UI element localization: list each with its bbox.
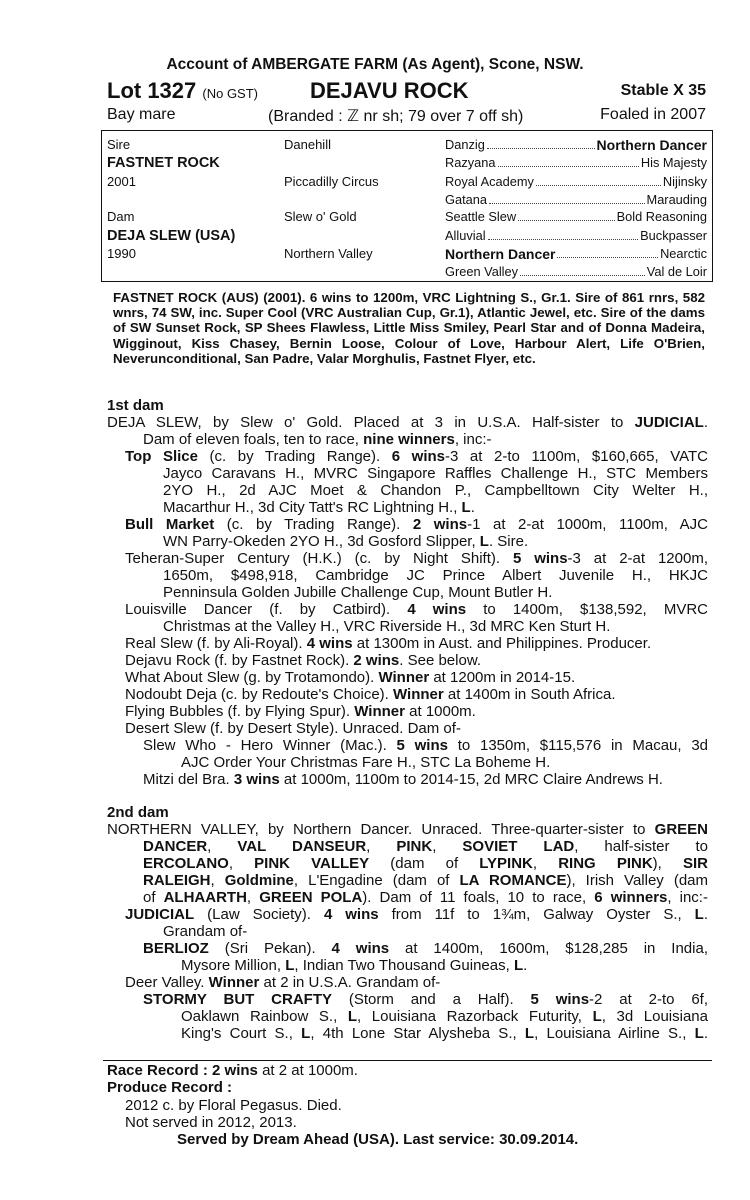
text-segment: King's Court S., [181, 1025, 302, 1042]
text-segment: . See below. [399, 652, 481, 669]
text-segment: Nodoubt Deja (c. by Redoute's Choice). [125, 686, 394, 703]
text-segment: -2 at 2-to 6f, [589, 991, 708, 1008]
leader-dots [557, 245, 658, 258]
text-segment: at 2 in U.S.A. Grandam of- [259, 974, 441, 991]
text-line [125, 703, 476, 720]
ancestor-grandsire: Buckpasser [640, 228, 707, 243]
text-segment: . Sire. [488, 533, 529, 550]
text-segment: at 1400m in South Africa. [443, 686, 616, 703]
text-line [125, 974, 440, 991]
text-line [143, 991, 708, 1008]
text-segment: ). Dam of 11 foals, 10 to race, [362, 889, 595, 906]
text-segment: Jayco Caravans H., MVRC Singapore Raffles Challenge H., STC Members [163, 465, 708, 482]
text-segment: RING PINK [558, 855, 653, 872]
text-segment: , inc:- [667, 889, 708, 906]
text-line [143, 771, 663, 788]
text-segment: , Louisiana Razorback Futurity, [357, 1008, 593, 1025]
dam-year: 1990 [107, 246, 136, 261]
text-segment: at 1400m, 1600m, $128,285 in India, [389, 940, 708, 957]
text-segment: 6 wins [391, 448, 446, 465]
text-segment: from 11f to 1¾m, Galway Oyster S., [378, 906, 695, 923]
text-line [107, 821, 708, 838]
text-segment: ERCOLANO [143, 855, 229, 872]
text-line [163, 923, 247, 940]
text-segment: L [479, 533, 489, 550]
text-segment: (Sri Pekan). [208, 940, 332, 957]
text-line [163, 567, 708, 584]
text-segment: L [694, 906, 704, 923]
first-dam-heading: 1st dam [107, 397, 164, 414]
text-segment: , half-sister to [574, 838, 708, 855]
ancestor-row [445, 227, 707, 245]
ancestor-grandsire: Bold Reasoning [616, 209, 707, 224]
text-segment: ALHAARTH [163, 889, 247, 906]
text-segment: 2 wins [353, 652, 400, 669]
second-dam-heading: 2nd dam [107, 804, 169, 821]
text-segment: L [524, 1025, 535, 1042]
leader-dots [487, 136, 595, 149]
sire-label: Sire [107, 137, 131, 152]
text-line [125, 601, 708, 618]
ancestor-row [445, 191, 707, 209]
service-note: Served by Dream Ahead (USA). Last service: 30.09.2014. [177, 1131, 579, 1148]
text-segment: of [143, 889, 164, 906]
text-segment: to 1350m, $115,576 in Macau, 3d [447, 737, 708, 754]
text-segment: nine winners [363, 431, 455, 448]
text-segment: at 1200m in 2014-15. [429, 669, 576, 686]
text-segment: DEJA SLEW, by Slew o' Gold. Placed at 3 in U.S.A. Half-sister to [107, 414, 635, 431]
produce-record-line: Not served in 2012, 2013. [125, 1114, 297, 1131]
text-segment: -3 at 2-at 1200m, [567, 550, 708, 567]
ancestor-sire: Seattle Slew [445, 209, 517, 224]
ancestor-sire: Green Valley [445, 264, 519, 279]
text-segment: Bull Market [125, 516, 215, 533]
text-segment: Oaklawn Rainbow S., [181, 1008, 348, 1025]
text-segment: ), Irish Valley (dam [566, 872, 709, 889]
text-segment: Winner [378, 669, 430, 686]
text-segment: , [210, 872, 225, 889]
dam-sire: Slew o' Gold [284, 209, 357, 224]
ancestor-grandsire: Marauding [646, 192, 707, 207]
text-segment: -3 at 2-to 1100m, $160,665, VATC [445, 448, 708, 465]
text-segment: 4 wins [323, 906, 379, 923]
ancestor-sire: Alluvial [445, 228, 486, 243]
text-segment: What About Slew (g. by Trotamondo). [125, 669, 379, 686]
leader-dots [489, 191, 645, 204]
sire-name: FASTNET ROCK [107, 155, 220, 171]
text-segment: at 1000m. [404, 703, 476, 720]
horse-sex: Bay mare [107, 106, 176, 123]
text-segment: , 3d Louisiana [601, 1008, 708, 1025]
lot-label: Lot 1327 [107, 78, 197, 103]
ancestor-row [445, 208, 707, 226]
text-line [181, 1008, 708, 1025]
text-line [125, 686, 616, 703]
text-segment: Slew Who - Hero Winner (Mac.). [143, 737, 397, 754]
text-line [163, 482, 708, 499]
text-segment: 4 wins [306, 635, 353, 652]
race-record [107, 1062, 358, 1079]
stable-number: Stable X 35 [620, 82, 706, 99]
text-segment: 4 wins [331, 940, 390, 957]
text-segment: GREEN [654, 821, 708, 838]
text-line [163, 533, 528, 550]
text-segment: -1 at 2-at 1000m, 1100m, AJC [467, 516, 708, 533]
text-segment: L [461, 499, 471, 516]
brand-description: (Branded : ℤ nr sh; 79 over 7 off sh) [268, 108, 524, 125]
text-segment: 6 winners [594, 889, 668, 906]
text-segment: Flying Bubbles (f. by Flying Spur). [125, 703, 355, 720]
text-line [107, 414, 708, 431]
text-line [143, 889, 708, 906]
text-segment: to 1400m, $138,592, MVRC [466, 601, 708, 618]
text-segment: NORTHERN VALLEY, by Northern Dancer. Unraced. Three-quarter-sister to [107, 821, 655, 838]
text-line [163, 499, 475, 516]
text-segment: Louisville Dancer (f. by Catbird). [125, 601, 408, 618]
text-line [125, 516, 708, 533]
text-line [163, 618, 610, 635]
ancestor-row [445, 154, 707, 172]
ancestor-sire: Gatana [445, 192, 487, 207]
leader-dots [520, 263, 645, 276]
text-line [143, 855, 708, 872]
text-segment: , Louisiana Airline S., [534, 1025, 695, 1042]
text-segment: , [207, 838, 238, 855]
text-segment: Winner [354, 703, 405, 720]
text-line [181, 1025, 708, 1042]
sire-year: 2001 [107, 174, 136, 189]
leader-dots [518, 208, 615, 221]
ancestor-grandsire: His Majesty [640, 155, 707, 170]
ancestor-sire: Danzig [445, 137, 485, 152]
text-segment: Winner [208, 974, 260, 991]
ancestor-sire: Royal Academy [445, 174, 534, 189]
text-segment: . [703, 1025, 708, 1042]
text-line [143, 737, 708, 754]
sire-summary: FASTNET ROCK (AUS) (2001). 6 wins to 1200m, VRC Lightning S., Gr.1. Sire of 861 rnrs, 582 wnrs, 74 SW, inc. Super Cool (VRC Australian Cup, Gr.1), Atlantic Jewel, etc. Sire of the dams of SW Sunset Rock, SP Shees Flawless, Little Miss Smiley, Pearl Star and of Donna Madeira, Wigginout, Kiss Chasey, Bernin Loose, Colour of Love, Harbour Alert, Life O'Brien, Neverunconditional, San Padre, Valar Morghulis, Fastnet Flyer, etc. [113, 290, 705, 366]
text-segment: , [366, 838, 397, 855]
no-gst-note: (No GST) [202, 86, 259, 101]
ancestor-grandsire: Nijinsky [662, 174, 707, 189]
text-segment: ), [652, 855, 683, 872]
leader-dots [536, 173, 661, 186]
text-segment: at 1000m, 1100m to 2014-15, 2d MRC Claire Andrews H. [279, 771, 663, 788]
text-segment: PINK [396, 838, 433, 855]
race-record-detail: at 2 at 1000m. [257, 1062, 358, 1079]
text-segment: Macarthur H., 3d City Tatt's RC Lightning H., [163, 499, 462, 516]
text-segment: Top Slice [125, 448, 198, 465]
text-segment: Winner [393, 686, 444, 703]
text-segment: 3 wins [233, 771, 280, 788]
text-segment: GREEN POLA [259, 889, 363, 906]
text-segment: STORMY BUT CRAFTY [143, 991, 332, 1008]
text-segment: . [470, 499, 475, 516]
ancestor-row [445, 263, 707, 281]
text-segment: Goldmine [224, 872, 294, 889]
text-line [143, 431, 492, 448]
text-segment: , [228, 855, 255, 872]
race-record-label: Race Record : [107, 1062, 213, 1079]
lot-number [107, 78, 258, 104]
text-segment: . [703, 906, 708, 923]
text-segment: Grandam of- [163, 923, 248, 940]
race-record-wins: 2 wins [212, 1062, 258, 1079]
text-line [163, 465, 708, 482]
foaled-year: Foaled in 2007 [600, 106, 706, 123]
text-segment: 2YO H., 2d AJC Moet & Chandon P., Campbelltown City Welter H., [163, 482, 708, 499]
text-segment: . [703, 414, 708, 431]
text-segment: AJC Order Your Christmas Fare H., STC La Boheme H. [181, 754, 551, 771]
text-line [125, 906, 708, 923]
text-segment: , 4th Lone Star Alysheba S., [310, 1025, 525, 1042]
ancestor-row [445, 173, 707, 191]
leader-dots [498, 154, 639, 167]
text-segment: Dejavu Rock (f. by Fastnet Rock). [125, 652, 354, 669]
ancestor-grandsire: Nearctic [660, 246, 707, 261]
ancestor-row [445, 136, 707, 154]
text-segment: Dam of eleven foals, ten to race, [143, 431, 364, 448]
text-segment: Deer Valley. [125, 974, 209, 991]
text-segment: Mitzi del Bra. [143, 771, 234, 788]
text-segment: LYPINK [479, 855, 533, 872]
text-line [125, 652, 481, 669]
text-segment: , Indian Two Thousand Guineas, [294, 957, 514, 974]
text-segment: 5 wins [512, 550, 568, 567]
text-segment: , [246, 889, 260, 906]
text-segment: 4 wins [407, 601, 467, 618]
text-segment: RALEIGH [143, 872, 211, 889]
text-segment: L [301, 1025, 311, 1042]
text-segment: , [432, 838, 463, 855]
ancestor-row [445, 245, 707, 263]
text-line [143, 872, 708, 889]
text-segment: 5 wins [530, 991, 590, 1008]
text-segment: 2 wins [412, 516, 468, 533]
text-segment: (Law Society). [194, 906, 324, 923]
text-segment: . [523, 957, 528, 974]
text-segment: LA ROMANCE [459, 872, 567, 889]
text-segment: (c. by Trading Range). [214, 516, 413, 533]
text-segment: SIR [682, 855, 708, 872]
text-segment: Mysore Million, [181, 957, 286, 974]
text-segment: 5 wins [396, 737, 448, 754]
text-line [125, 669, 575, 686]
text-line [125, 635, 651, 652]
text-segment: L [513, 957, 524, 974]
text-segment: , [532, 855, 559, 872]
ancestor-sire: Northern Dancer [445, 246, 556, 262]
text-segment: WN Parry-Okeden 2YO H., 3d Gosford Slipper, [163, 533, 480, 550]
text-line [163, 584, 552, 601]
text-segment: L [347, 1008, 358, 1025]
dam-label: Dam [107, 209, 135, 224]
vendor-account: Account of AMBERGATE FARM (As Agent), Scone, NSW. [166, 56, 584, 73]
text-segment: JUDICIAL [634, 414, 704, 431]
text-segment: Christmas at the Valley H., VRC Riverside H., 3d MRC Ken Sturt H. [163, 618, 611, 635]
text-line [143, 838, 708, 855]
text-segment: , inc:- [454, 431, 492, 448]
text-segment: (dam of [369, 855, 480, 872]
text-segment: 1650m, $498,918, Cambridge JC Prince Albert Juvenile H., HKJC [163, 567, 708, 584]
text-segment: L [694, 1025, 704, 1042]
text-segment: L [592, 1008, 602, 1025]
produce-record-line: 2012 c. by Floral Pegasus. Died. [125, 1097, 342, 1114]
text-segment: L [285, 957, 295, 974]
text-line [125, 720, 461, 737]
text-segment: at 1300m in Aust. and Philippines. Producer. [352, 635, 652, 652]
ancestor-grandsire: Northern Dancer [596, 137, 707, 153]
sire-dam: Piccadilly Circus [284, 174, 379, 189]
text-segment: VAL DANSEUR [237, 838, 367, 855]
horse-name: DEJAVU ROCK [310, 78, 469, 103]
ancestor-sire: Razyana [445, 155, 496, 170]
text-segment: DANCER [143, 838, 208, 855]
text-segment: Teheran-Super Century (H.K.) (c. by Night Shift). [125, 550, 513, 567]
text-segment: SOVIET LAD [462, 838, 575, 855]
text-segment: BERLIOZ [143, 940, 209, 957]
text-line [143, 940, 708, 957]
text-line [125, 448, 708, 465]
text-line [125, 550, 708, 567]
text-segment: (c. by Trading Range). [197, 448, 392, 465]
text-segment: (Storm and a Half). [332, 991, 531, 1008]
text-segment: PINK VALLEY [254, 855, 370, 872]
text-segment: Real Slew (f. by Ali-Royal). [125, 635, 307, 652]
text-segment: JUDICIAL [125, 906, 195, 923]
text-line [181, 957, 527, 974]
text-segment: , L'Engadine (dam of [293, 872, 460, 889]
dam-name: DEJA SLEW (USA) [107, 228, 236, 244]
dam-dam: Northern Valley [284, 246, 373, 261]
divider-line [103, 1060, 712, 1061]
leader-dots [488, 227, 639, 240]
sire-sire: Danehill [284, 137, 331, 152]
ancestor-grandsire: Val de Loir [646, 264, 707, 279]
produce-record-label: Produce Record : [107, 1079, 233, 1096]
text-line [181, 754, 550, 771]
text-segment: Desert Slew (f. by Desert Style). Unraced. Dam of- [125, 720, 461, 737]
text-segment: Penninsula Golden Jubille Challenge Cup, Mount Butler H. [163, 584, 553, 601]
